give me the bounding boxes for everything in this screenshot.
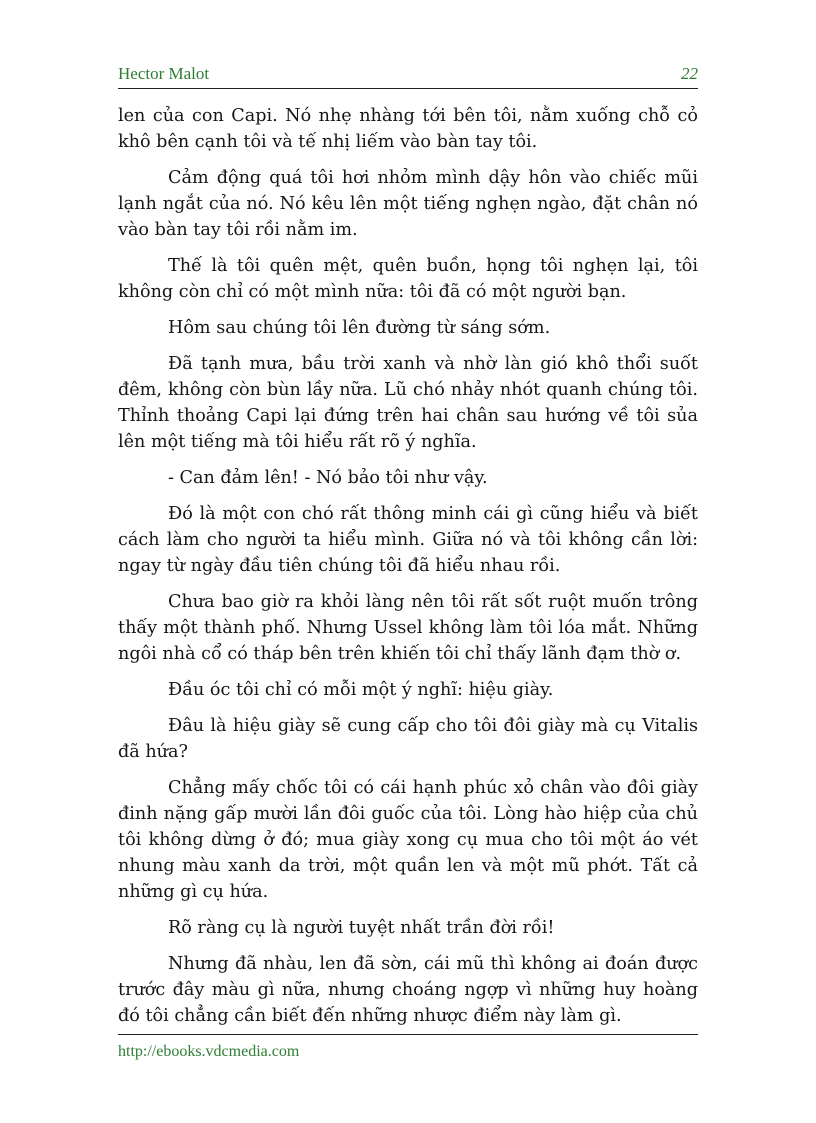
paragraph: Đầu óc tôi chỉ có mỗi một ý nghĩ: hiệu giày. xyxy=(168,680,554,700)
paragraph: - Can đảm lên! - Nó bảo tôi như vậy. xyxy=(168,468,488,488)
footer-divider xyxy=(118,1034,698,1035)
paragraph: Hôm sau chúng tôi lên đường từ sáng sớm. xyxy=(168,318,551,338)
body-text xyxy=(118,103,698,1039)
paragraph: Cảm động quá tôi hơi nhỏm mình dậy hôn vào chiếc mũi lạnh ngắt của nó. Nó kêu lên một tiếng nghẹn ngào, đặt chân nó vào bàn tay tôi rồi nằm im. xyxy=(118,168,698,240)
paragraph: Chẳng mấy chốc tôi có cái hạnh phúc xỏ chân vào đôi giày đinh nặng gấp mười lần đôi guốc của tôi. Lòng hào hiệp của chủ tôi không dừng ở đó; mua giày xong cụ mua cho tôi một áo vét nhung màu xanh da trời, một quần len và một mũ phớt. Tất cả những gì cụ hứa. xyxy=(118,778,698,902)
paragraph: Đó là một con chó rất thông minh cái gì cũng hiểu và biết cách làm cho người ta hiểu mình. Giữa nó và tôi không cần lời: ngay từ ngày đầu tiên chúng tôi đã hiểu nhau rồi. xyxy=(118,504,698,576)
page-number: 22 xyxy=(681,64,698,83)
paragraph: Thế là tôi quên mệt, quên buồn, họng tôi nghẹn lại, tôi không còn chỉ có một mình nữa: tôi đã có một người bạn. xyxy=(118,256,698,302)
paragraph: Đâu là hiệu giày sẽ cung cấp cho tôi đôi giày mà cụ Vitalis đã hứa? xyxy=(118,716,698,762)
footer-link[interactable]: http://ebooks.vdcmedia.com xyxy=(118,1043,300,1060)
paragraph: Đã tạnh mưa, bầu trời xanh và nhờ làn gió khô thổi suốt đêm, không còn bùn lầy nữa. Lũ chó nhảy nhót quanh chúng tôi. Thỉnh thoảng Capi lại đứng trên hai chân sau hướng về tôi sủa lên một tiếng mà tôi hiểu rất rõ ý nghĩa. xyxy=(118,354,698,452)
header-author: Hector Malot xyxy=(118,64,210,83)
paragraph: Chưa bao giờ ra khỏi làng nên tôi rất sốt ruột muốn trông thấy một thành phố. Nhưng Ussel không làm tôi lóa mắt. Những ngôi nhà cổ có tháp bên trên khiến tôi chỉ thấy lãnh đạm thờ ơ. xyxy=(118,592,698,664)
paragraph: Nhưng đã nhàu, len đã sờn, cái mũ thì không ai đoán được trước đây màu gì nữa, nhưng choáng ngợp vì những huy hoàng đó tôi chẳng cần biết đến những nhược điểm này làm gì. xyxy=(118,954,698,1026)
paragraph: len của con Capi. Nó nhẹ nhàng tới bên tôi, nằm xuống chỗ cỏ khô bên cạnh tôi và tế nhị liếm vào bàn tay tôi. xyxy=(118,106,698,152)
page-header xyxy=(118,62,698,89)
paragraph: Rõ ràng cụ là người tuyệt nhất trần đời rồi! xyxy=(168,918,555,938)
